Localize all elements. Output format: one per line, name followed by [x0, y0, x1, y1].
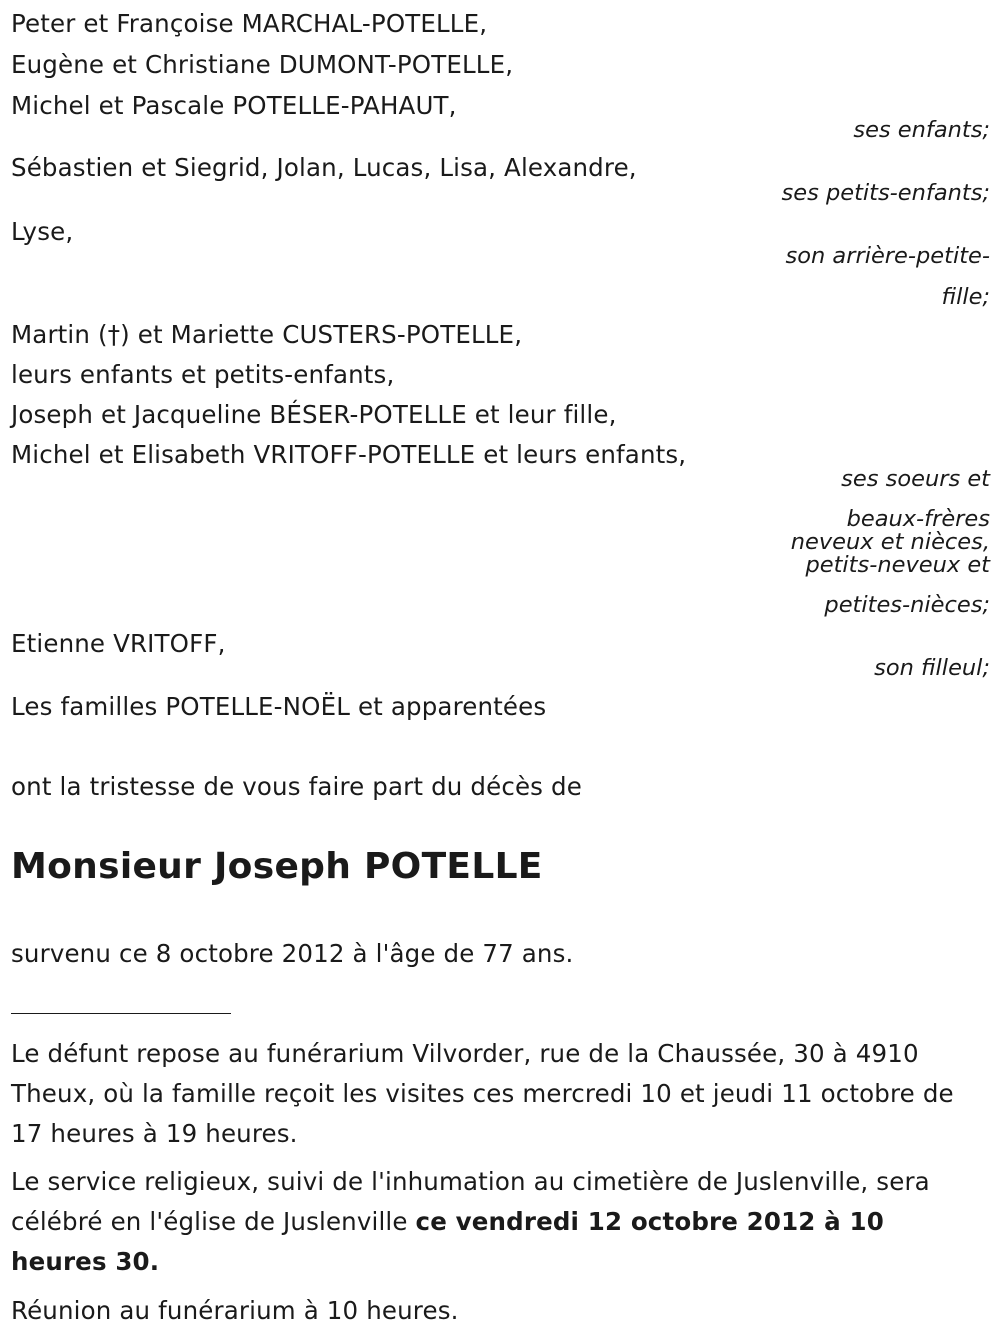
child-line-3: Michel et Pascale POTELLE-PAHAUT,	[11, 91, 457, 120]
child-line-2: Eugène et Christiane DUMONT-POTELLE,	[11, 50, 514, 79]
siblings-relation-3: neveux et nièces,	[790, 529, 990, 555]
meeting-paragraph: Réunion au funérarium à 10 heures.	[11, 1296, 459, 1325]
siblings-relation-5: petites-nièces;	[824, 592, 990, 618]
death-info: survenu ce 8 octobre 2012 à l'âge de 77 ans.	[11, 939, 574, 968]
great-grandchild-line: Lyse,	[11, 217, 74, 246]
godson-relation: son filleul;	[874, 655, 990, 681]
grandchildren-relation: ses petits-enfants;	[781, 180, 990, 206]
families-line: Les familles POTELLE-NOËL et apparentées	[11, 692, 547, 721]
great-grandchild-relation-1: son arrière-petite-	[785, 243, 990, 269]
siblings-relation-1: ses soeurs et	[841, 466, 990, 492]
child-line-1: Peter et Françoise MARCHAL-POTELLE,	[11, 9, 488, 38]
sibling-line-4: Michel et Elisabeth VRITOFF-POTELLE et leurs enfants,	[11, 440, 687, 469]
service-date: ce vendredi 12 octobre 2012 à 10 heures 30.	[11, 1207, 884, 1276]
sibling-line-2: leurs enfants et petits-enfants,	[11, 360, 395, 389]
grandchildren-line: Sébastien et Siegrid, Jolan, Lucas, Lisa, Alexandre,	[11, 153, 637, 182]
service-intro: Le service religieux, suivi de l'inhumation au cimetière de Juslenville, sera célébré en l'église de Juslenville	[11, 1167, 930, 1236]
visit-paragraph: Le défunt repose au funérarium Vilvorder, rue de la Chaussée, 30 à 4910 Theux, où la famille reçoit les visites ces mercredi 10 et jeudi 11 octobre de 17 heures à 19 heures.	[11, 1039, 954, 1148]
siblings-relation-2: beaux-frères	[846, 506, 990, 532]
separator-line	[11, 1013, 231, 1014]
service-paragraph	[11, 1162, 986, 1282]
sibling-line-1: Martin (†) et Mariette CUSTERS-POTELLE,	[11, 320, 523, 349]
siblings-relation-4: petits-neveux et	[805, 552, 990, 578]
children-relation: ses enfants;	[853, 117, 990, 143]
announcement-text: ont la tristesse de vous faire part du décès de	[11, 772, 582, 801]
deceased-name: Monsieur Joseph POTELLE	[11, 846, 543, 887]
sibling-line-3: Joseph et Jacqueline BÉSER-POTELLE et leur fille,	[11, 400, 617, 429]
great-grandchild-relation-2: fille;	[941, 284, 990, 310]
godson-line: Etienne VRITOFF,	[11, 629, 226, 658]
